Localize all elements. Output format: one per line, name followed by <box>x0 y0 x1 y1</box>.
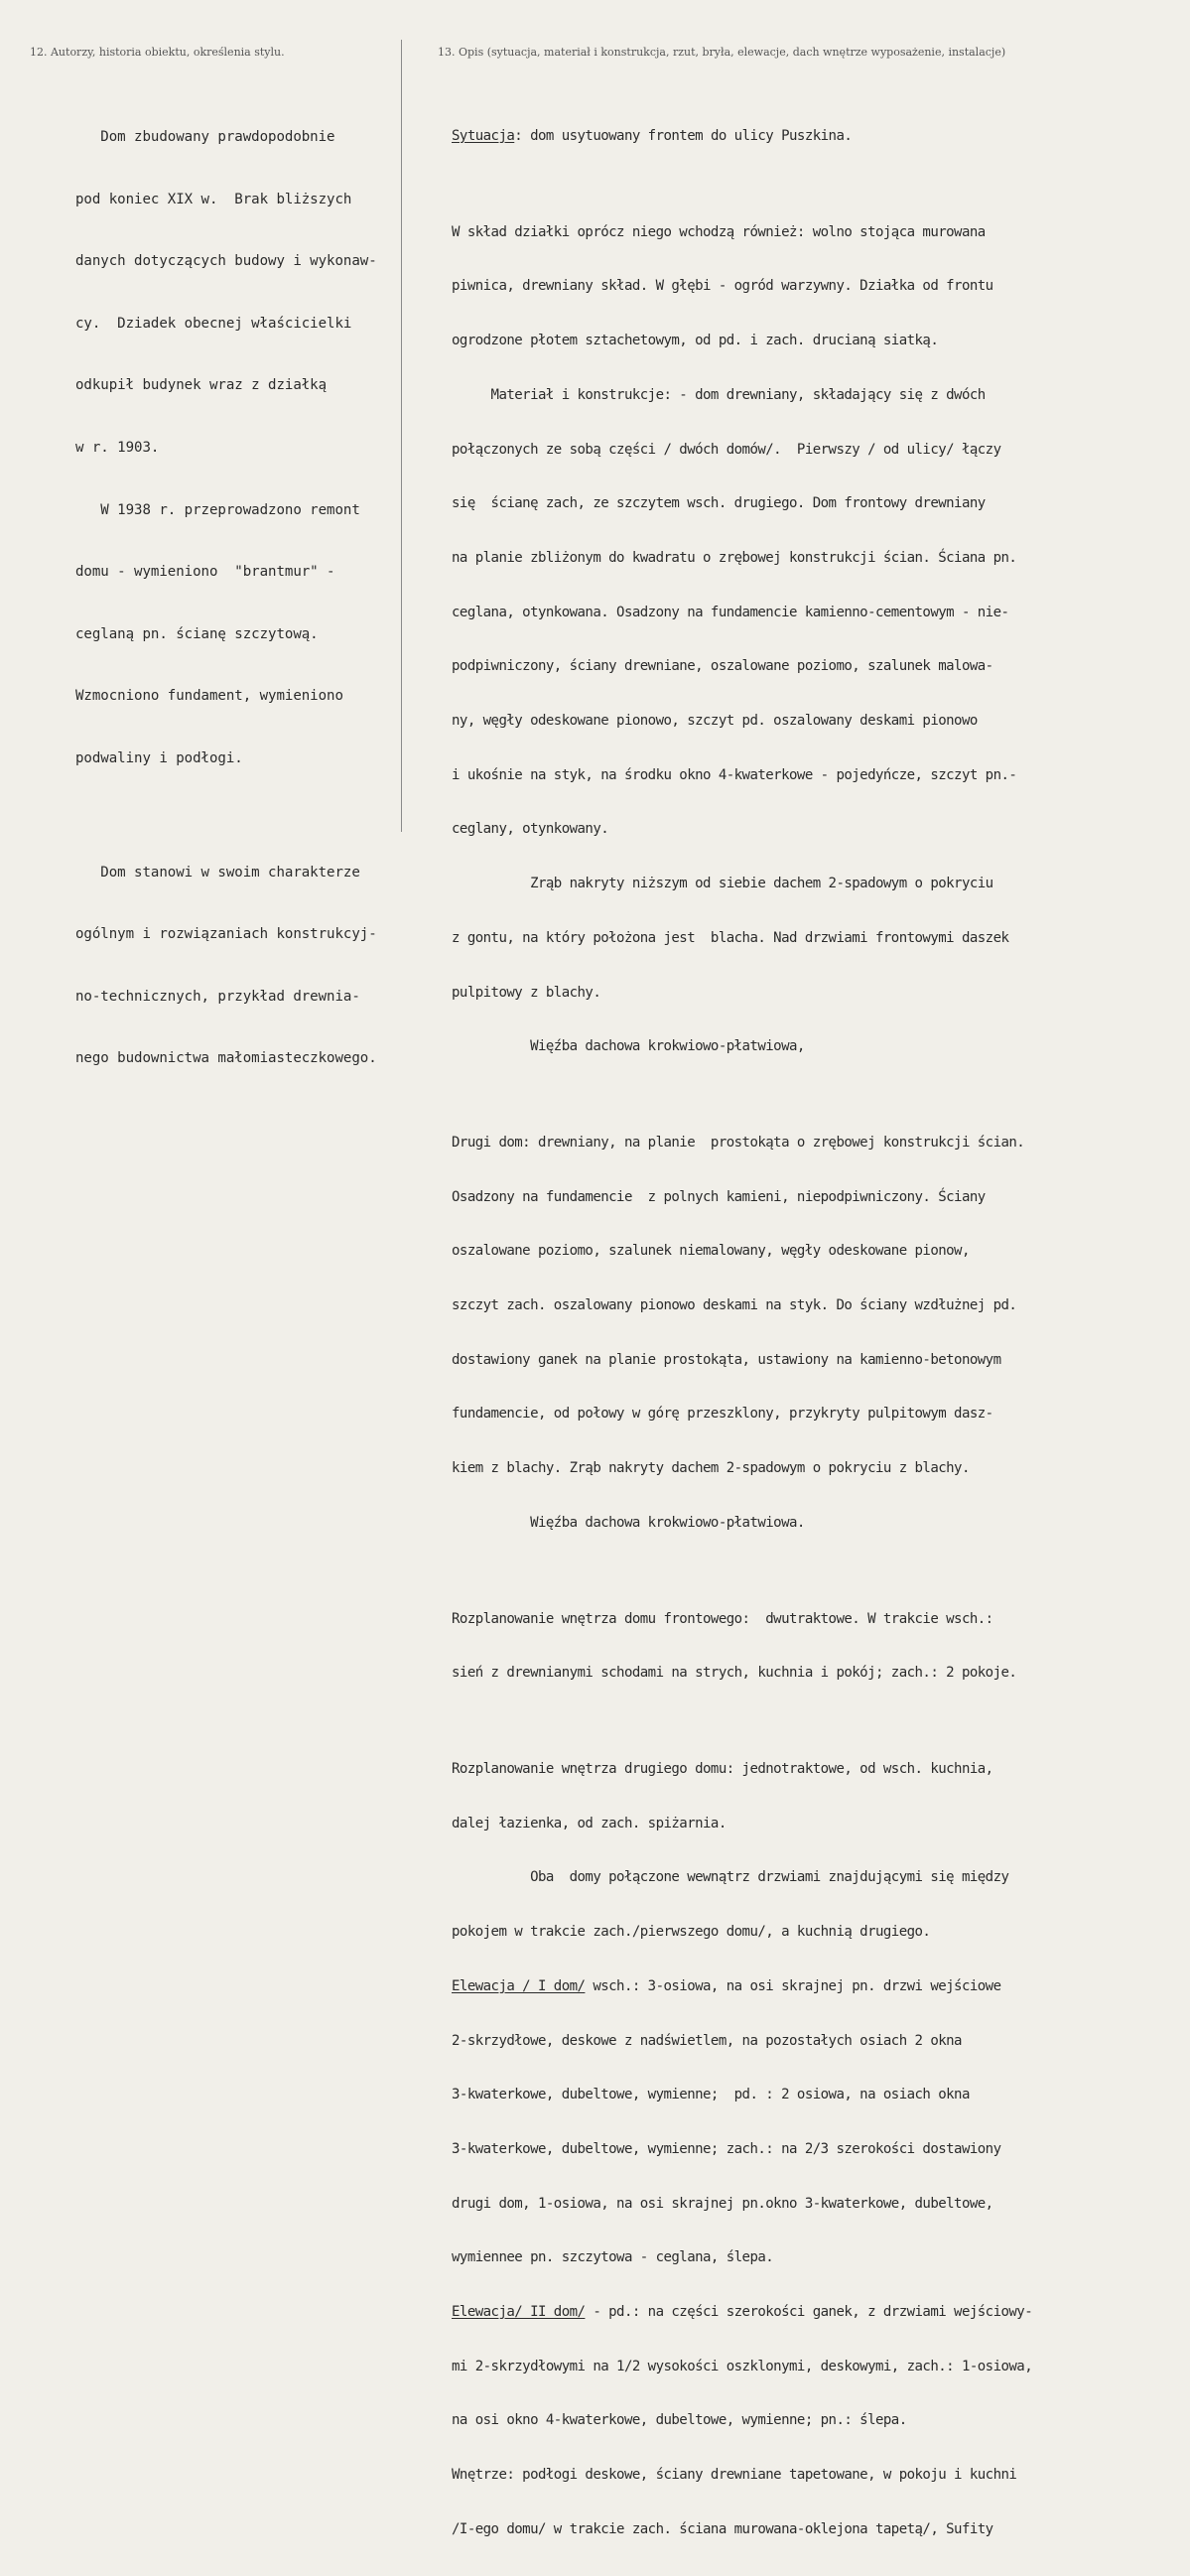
history-line: W 1938 r. przeprowadzono remont <box>75 501 360 518</box>
description-line: oszalowane poziomo, szalunek niemalowany, węgły odeskowane pionow, <box>452 1243 970 1260</box>
history-line: ceglaną pn. ścianę szczytową. <box>75 625 319 642</box>
history-line: ogólnym i rozwiązaniach konstrukcyj- <box>75 926 377 943</box>
elevation-1-label: Elewacja / I dom/ <box>452 1977 586 1994</box>
description-line: się ścianę zach, ze szczytem wsch. drugiego. Dom frontowy drewniany <box>452 495 986 512</box>
history-line: Dom zbudowany prawdopodobnie <box>75 129 335 145</box>
description-line: na osi okno 4-kwaterkowe, dubeltowe, wymienne; pn.: ślepa. <box>452 2412 907 2429</box>
description-line: Wnętrze: podłogi deskowe, ściany drewniane tapetowane, w pokoju i kuchni <box>452 2467 1017 2484</box>
history-line: domu - wymieniono "brantmur" - <box>75 564 335 581</box>
elevation-1-line <box>452 1978 1032 1995</box>
description-line: na planie zbliżonym do kwadratu o zrębowej konstrukcji ścian. Ściana pn. <box>452 549 1017 566</box>
history-line: Wzmocniono fundament, wymieniono <box>75 688 343 705</box>
description-line: fundamencie, od połowy w górę przeszklony, przykryty pulpitowym dasz- <box>452 1406 993 1423</box>
description-line: pokojem w trakcie zach./pierwszego domu/, a kuchnią drugiego. <box>452 1924 931 1941</box>
description-line: Więźba dachowa krokwiowo-płatwiowa. <box>452 1514 805 1531</box>
description-line: dalej łazienka, od zach. spiżarnia. <box>452 1815 727 1831</box>
description-line: ny, węgły odeskowane pionowo, szczyt pd. oszalowany deskami pionowo <box>452 713 978 730</box>
situation-text: : dom usytuowany frontem do ulicy Puszkina. <box>514 128 853 144</box>
situation-label: Sytuacja <box>452 128 515 144</box>
section-12-header: 12. Autorzy, historia obiektu, określenia stylu. <box>30 46 285 59</box>
description-line: ceglana, otynkowana. Osadzony na fundamencie kamienno-cementowym - nie- <box>452 604 1009 620</box>
description-line: pulpitowy z blachy. <box>452 984 601 1001</box>
description-line: 2-skrzydłowe, deskowe z nadświetlem, na pozostałych osiach 2 okna <box>452 2032 962 2049</box>
description-line: Zrąb nakryty niższym od siebie dachem 2-spadowym o pokryciu <box>452 876 993 892</box>
description-line: kiem z blachy. Zrąb nakryty dachem 2-spadowym o pokryciu z blachy. <box>452 1460 970 1477</box>
description-line: Więźba dachowa krokwiowo-płatwiowa, <box>452 1038 805 1055</box>
situation-line <box>452 128 1032 145</box>
description-line: 3-kwaterkowe, dubeltowe, wymienne; pd. : 2 osiowa, na osiach okna <box>452 2087 970 2103</box>
description-line: drugi dom, 1-osiowa, na osi skrajnej pn.okno 3-kwaterkowe, dubeltowe, <box>452 2195 993 2212</box>
history-line: danych dotyczących budowy i wykonaw- <box>75 253 377 270</box>
section-13-header: 13. Opis (sytuacja, materiał i konstrukcja, rzut, bryła, elewacje, dach wnętrze wyposażenie, instalacje) <box>438 46 1006 59</box>
history-line: nego budownictwa małomiasteczkowego. <box>75 1050 377 1067</box>
history-line: Dom stanowi w swoim charakterze <box>75 864 360 881</box>
history-line: cy. Dziadek obecnej właścicielki <box>75 315 352 332</box>
description-line: Osadzony na fundamencie z polnych kamieni, niepodpiwniczony. Ściany <box>452 1188 986 1205</box>
elevation-2-text: - pd.: na części szerokości ganek, z drzwiami wejściowy- <box>585 2304 1033 2321</box>
elevation-2-label: Elewacja/ II dom/ <box>452 2304 586 2321</box>
history-line: podwaliny i podłogi. <box>75 749 243 766</box>
description-line: 3-kwaterkowe, dubeltowe, wymienne; zach.: na 2/3 szerokości dostawiony <box>452 2140 1001 2157</box>
description-line: W skład działki oprócz niego wchodzą również: wolno stojąca murowana <box>452 223 986 240</box>
description-line: podpiwniczony, ściany drewniane, oszalowane poziomo, szalunek malowa- <box>452 658 993 675</box>
history-line: pod koniec XIX w. Brak bliższych <box>75 191 352 207</box>
elevation-1-text: wsch.: 3-osiowa, na osi skrajnej pn. drzwi wejściowe <box>585 1977 1001 1994</box>
description-line: i ukośnie na styk, na środku okno 4-kwaterkowe - pojedyńcze, szczyt pn.- <box>452 766 1017 783</box>
description-line: sień z drewnianymi schodami na strych, kuchnia i pokój; zach.: 2 pokoje. <box>452 1665 1017 1682</box>
description-line: Materiał i konstrukcje: - dom drewniany, składający się z dwóch <box>452 386 986 403</box>
history-text <box>75 87 377 1109</box>
description-line: ceglany, otynkowany. <box>452 821 609 838</box>
description-line: z gontu, na który położona jest blacha. Nad drzwiami frontowymi daszek <box>452 929 1009 946</box>
description-line: /I-ego domu/ w trakcie zach. ściana murowana-oklejona tapetą/, Sufity <box>452 2520 993 2537</box>
description-line: Rozplanowanie wnętrza domu frontowego: dwutraktowe. W trakcie wsch.: <box>452 1610 993 1627</box>
description-line: wymiennee pn. szczytowa - ceglana, ślepa. <box>452 2249 774 2266</box>
description-line: piwnica, drewniany skład. W głębi - ogród warzywny. Działka od frontu <box>452 278 993 295</box>
description-line: Rozplanowanie wnętrza drugiego domu: jednotraktowe, od wsch. kuchnia, <box>452 1760 993 1777</box>
column-divider <box>401 40 402 832</box>
description-line: połączonych ze sobą części / dwóch domów/. Pierwszy / od ulicy/ łączy <box>452 441 1001 458</box>
description-line: Oba domy połączone wewnątrz drzwiami znajdującymi się między <box>452 1869 1009 1886</box>
elevation-2-line <box>452 2304 1032 2321</box>
description-line: ogrodzone płotem sztachetowym, od pd. i zach. drucianą siatką. <box>452 333 939 349</box>
description-line: Drugi dom: drewniany, na planie prostokąta o zrębowej konstrukcji ścian. <box>452 1134 1025 1151</box>
history-line: no-technicznych, przykład drewnia- <box>75 988 360 1005</box>
description-line: mi 2-skrzydłowymi na 1/2 wysokości oszklonymi, deskowymi, zach.: 1-osiowa, <box>452 2358 1033 2374</box>
description-text <box>452 90 1032 2576</box>
description-line: dostawiony ganek na planie prostokąta, ustawiony na kamienno-betonowym <box>452 1351 1001 1368</box>
history-line: odkupił budynek wraz z działką <box>75 377 328 394</box>
history-line: w r. 1903. <box>75 439 160 456</box>
description-line: szczyt zach. oszalowany pionowo deskami na styk. Do ściany wzdłużnej pd. <box>452 1297 1017 1314</box>
